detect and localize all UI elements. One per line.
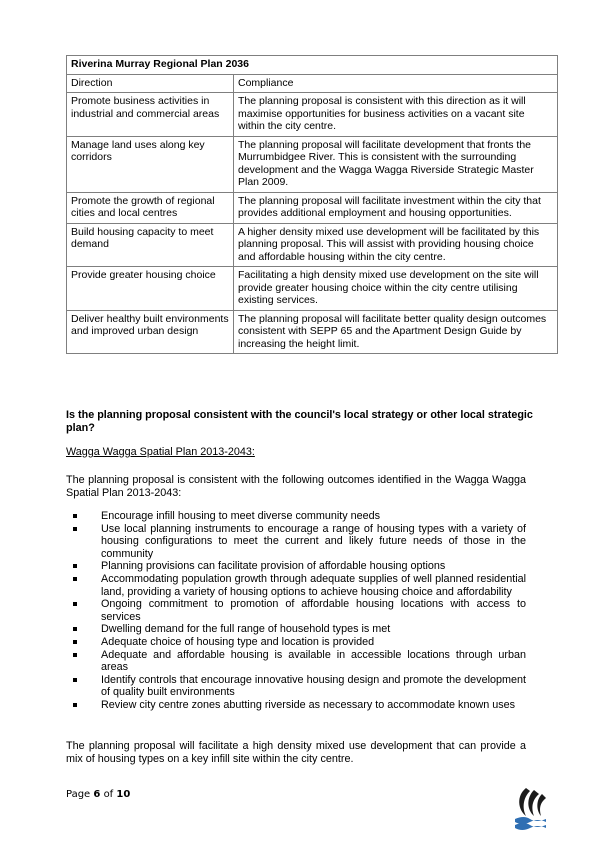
intro-paragraph: The planning proposal is consistent with the following outcomes identified in the Wagga Wagga Spatial Plan 2013-2043: <box>66 474 526 499</box>
page-footer <box>66 789 130 800</box>
direction-cell: Promote the growth of regional cities and local centres <box>67 192 234 223</box>
header-direction: Direction <box>67 74 234 93</box>
list-item-text: Ongoing commitment to promotion of affordable housing locations with access to services <box>101 598 526 623</box>
list-item <box>66 510 526 523</box>
bullet-icon <box>73 602 77 606</box>
table-row <box>67 192 558 223</box>
table-row <box>67 136 558 192</box>
list-item-text: Dwelling demand for the full range of household types is met <box>101 623 391 636</box>
list-item <box>66 560 526 573</box>
list-item-text: Use local planning instruments to encourage a range of housing types with a variety of housing configurations to meet the current and likely future needs of those in the community <box>101 522 526 560</box>
list-item-text: Identify controls that encourage innovative housing design and promote the development of quality built environments <box>101 673 526 699</box>
of-label: of <box>103 789 114 800</box>
bullet-icon <box>73 640 77 644</box>
table-row <box>67 93 558 137</box>
spatial-plan-subheading: Wagga Wagga Spatial Plan 2013-2043: <box>66 446 255 458</box>
regional-plan-table <box>66 55 558 354</box>
list-item <box>66 573 526 598</box>
list-item-text: Adequate and affordable housing is available in accessible locations through urban areas <box>101 648 526 674</box>
bullet-icon <box>73 514 77 518</box>
direction-cell: Promote business activities in industrial and commercial areas <box>67 93 234 137</box>
list-item <box>66 636 526 649</box>
table-title: Riverina Murray Regional Plan 2036 <box>67 56 558 75</box>
table-row <box>67 267 558 311</box>
list-item <box>66 598 526 623</box>
compliance-cell: The planning proposal is consistent with this direction as it will maximise opportunities for business activities on a vacant site within the city centre. <box>234 93 558 137</box>
bullet-icon <box>73 627 77 631</box>
council-logo-icon <box>512 786 548 830</box>
bullet-icon <box>73 703 77 707</box>
list-item <box>66 523 526 561</box>
direction-cell: Manage land uses along key corridors <box>67 136 234 192</box>
bullet-icon <box>73 653 77 657</box>
table-header-row <box>67 74 558 93</box>
compliance-cell: The planning proposal will facilitate better quality design outcomes consistent with SEPP 65 and the Apartment Design Guide by increasing the height limit. <box>234 310 558 354</box>
table-row <box>67 310 558 354</box>
compliance-cell: A higher density mixed use development will be facilitated by this planning proposal. This will assist with providing housing choice and affordable housing within the city centre. <box>234 223 558 267</box>
list-item-text: Encourage infill housing to meet diverse community needs <box>101 510 381 522</box>
list-item <box>66 674 526 699</box>
section-question: Is the planning proposal consistent with the council's local strategy or other local strategic plan? <box>66 409 533 434</box>
list-item-text: Review city centre zones abutting riverside as necessary to accommodate known uses <box>101 698 516 711</box>
list-item <box>66 649 526 674</box>
direction-cell: Provide greater housing choice <box>67 267 234 311</box>
outcomes-list <box>66 510 526 712</box>
list-item-text: Adequate choice of housing type and location is provided <box>101 635 375 648</box>
list-item-text: Planning provisions can facilitate provision of affordable housing options <box>101 560 446 573</box>
compliance-cell: The planning proposal will facilitate investment within the city that provides additional employment and housing opportunities. <box>234 192 558 223</box>
direction-cell: Deliver healthy built environments and improved urban design <box>67 310 234 354</box>
compliance-cell: Facilitating a high density mixed use development on the site will provide greater housing choice within the city centre utilising existing services. <box>234 267 558 311</box>
list-item-text: Accommodating population growth through adequate supplies of well planned residential land, providing a variety of housing options to achieve housing choice and affordability <box>101 572 526 598</box>
compliance-cell: The planning proposal will facilitate development that fronts the Murrumbidgee River. This is consistent with the surrounding development and the Wagga Wagga Riverside Strategic Master Plan 2009. <box>234 136 558 192</box>
page-label: Page <box>66 789 91 800</box>
table-row <box>67 223 558 267</box>
conclusion-paragraph: The planning proposal will facilitate a high density mixed use development that can provide a mix of housing types on a key infill site within the city centre. <box>66 740 526 765</box>
header-compliance: Compliance <box>234 74 558 93</box>
page-total: 10 <box>116 789 131 800</box>
bullet-icon <box>73 527 77 531</box>
bullet-icon <box>73 678 77 682</box>
table-title-row <box>67 56 558 75</box>
bullet-icon <box>73 564 77 568</box>
list-item <box>66 623 526 636</box>
page-number: 6 <box>93 789 101 800</box>
bullet-icon <box>73 577 77 581</box>
list-item <box>66 699 526 712</box>
direction-cell: Build housing capacity to meet demand <box>67 223 234 267</box>
